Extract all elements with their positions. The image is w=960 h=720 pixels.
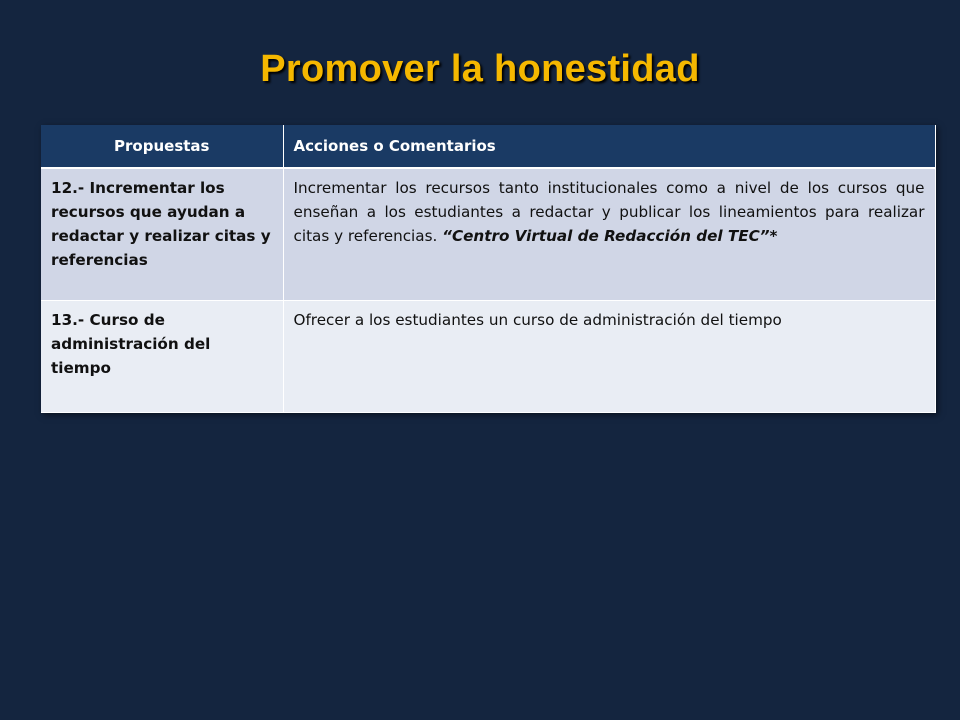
proposals-table — [41, 125, 936, 413]
column-header-proposals: Propuestas — [41, 125, 283, 168]
proposal-cell: 13.- Curso de administración del tiempo — [41, 301, 283, 413]
action-text: Ofrecer a los estudiantes un curso de administración del tiempo — [293, 311, 782, 329]
table-header-row — [41, 125, 935, 168]
table-row — [41, 168, 935, 301]
action-text: Incrementar los recursos tanto institucionales como a nivel de los cursos que enseñan a los estudiantes a redactar y publicar los lineamientos para realizar citas y referencias. — [293, 179, 925, 245]
slide-title: Promover la honestidad — [260, 48, 700, 90]
proposal-cell: 12.- Incrementar los recursos que ayudan a redactar y realizar citas y referencias — [41, 168, 283, 301]
column-header-actions: Acciones o Comentarios — [283, 125, 935, 168]
table-row — [41, 301, 935, 413]
action-emphasis: “Centro Virtual de Redacción del TEC”* — [442, 227, 778, 245]
action-cell — [283, 301, 935, 413]
action-cell — [283, 168, 935, 301]
